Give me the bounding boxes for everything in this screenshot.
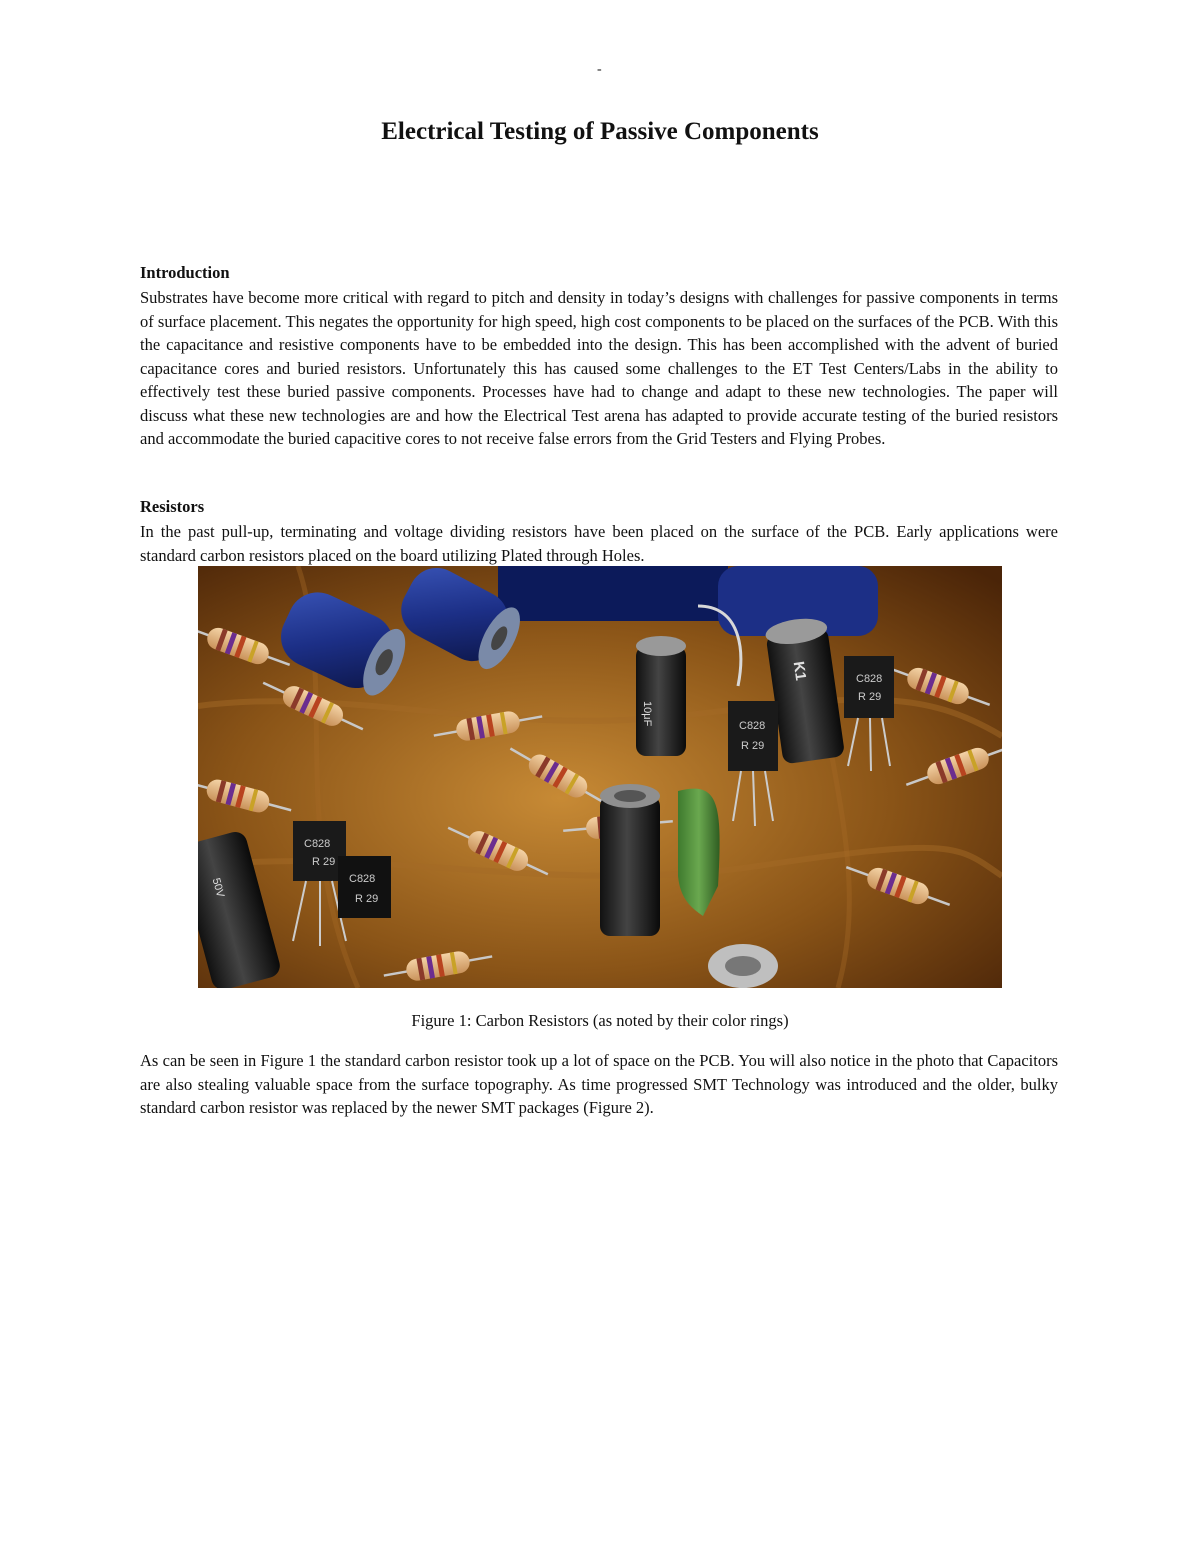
figure-transistor-marking-5: C828 — [304, 838, 331, 850]
section-heading-introduction: Introduction — [140, 263, 230, 282]
figure-transistor-marking-7: C828 — [349, 873, 376, 885]
introduction-paragraph: Substrates have become more critical with regard to pitch and density in today’s designs with challenges for passive components in terms of surface placement. This negates the opportunity for high speed, high cost components to be placed on the surfaces of the PCB. With this the capacitance and resistive components have to be embedded into the design. This has been accomplished with the advent of buried capacitance cores and buried resistors. Unfortunately this has caused some challenges to the ET Test Centers/Labs in the ability to effectively test these buried passive components. Processes have had to change and adapt to these new technologies. The paper will discuss what these new technologies are and how the Electrical Test arena has adapted to provide accurate testing of the buried resistors and accommodate the buried capacitive cores to not receive false errors from the Grid Testers and Flying Probes. — [140, 288, 1058, 448]
figure-transistor-marking-2: R 29 — [741, 740, 765, 752]
figure-transistor-marking-8: R 29 — [355, 893, 379, 905]
figure-transistor-marking-4: R 29 — [858, 691, 882, 703]
figure-transistor-marking-3: C828 — [856, 673, 883, 685]
after-figure-paragraph: As can be seen in Figure 1 the standard carbon resistor took up a lot of space on the PCB. You will also notice in the photo that Capacitors are also stealing valuable space from the surface topography. As time progressed SMT Technology was introduced and the older, bulky standard carbon resistor was replaced by the newer SMT packages (Figure 2). — [140, 1051, 1058, 1117]
figure-cap-marking: 10μF — [641, 701, 653, 727]
resistors-paragraph: In the past pull-up, terminating and voltage dividing resistors have been placed on the surface of the PCB. Early applications were standard carbon resistors placed on the board utilizing Plated through Holes. — [140, 522, 1058, 565]
figure-1-caption: Figure 1: Carbon Resistors (as noted by their color rings) — [411, 1011, 789, 1030]
section-heading-resistors: Resistors — [140, 497, 205, 516]
figure-transistor-marking-6: R 29 — [312, 856, 336, 868]
paper-title: Electrical Testing of Passive Components — [381, 118, 819, 145]
header-mark: - — [597, 62, 602, 77]
figure-transistor-marking-1: C828 — [739, 720, 766, 732]
figure-cap-k1-marking: K1 — [789, 660, 810, 682]
figure-cap-voltage-marking: 50V — [209, 876, 227, 899]
figure-1-photo — [198, 566, 1002, 988]
